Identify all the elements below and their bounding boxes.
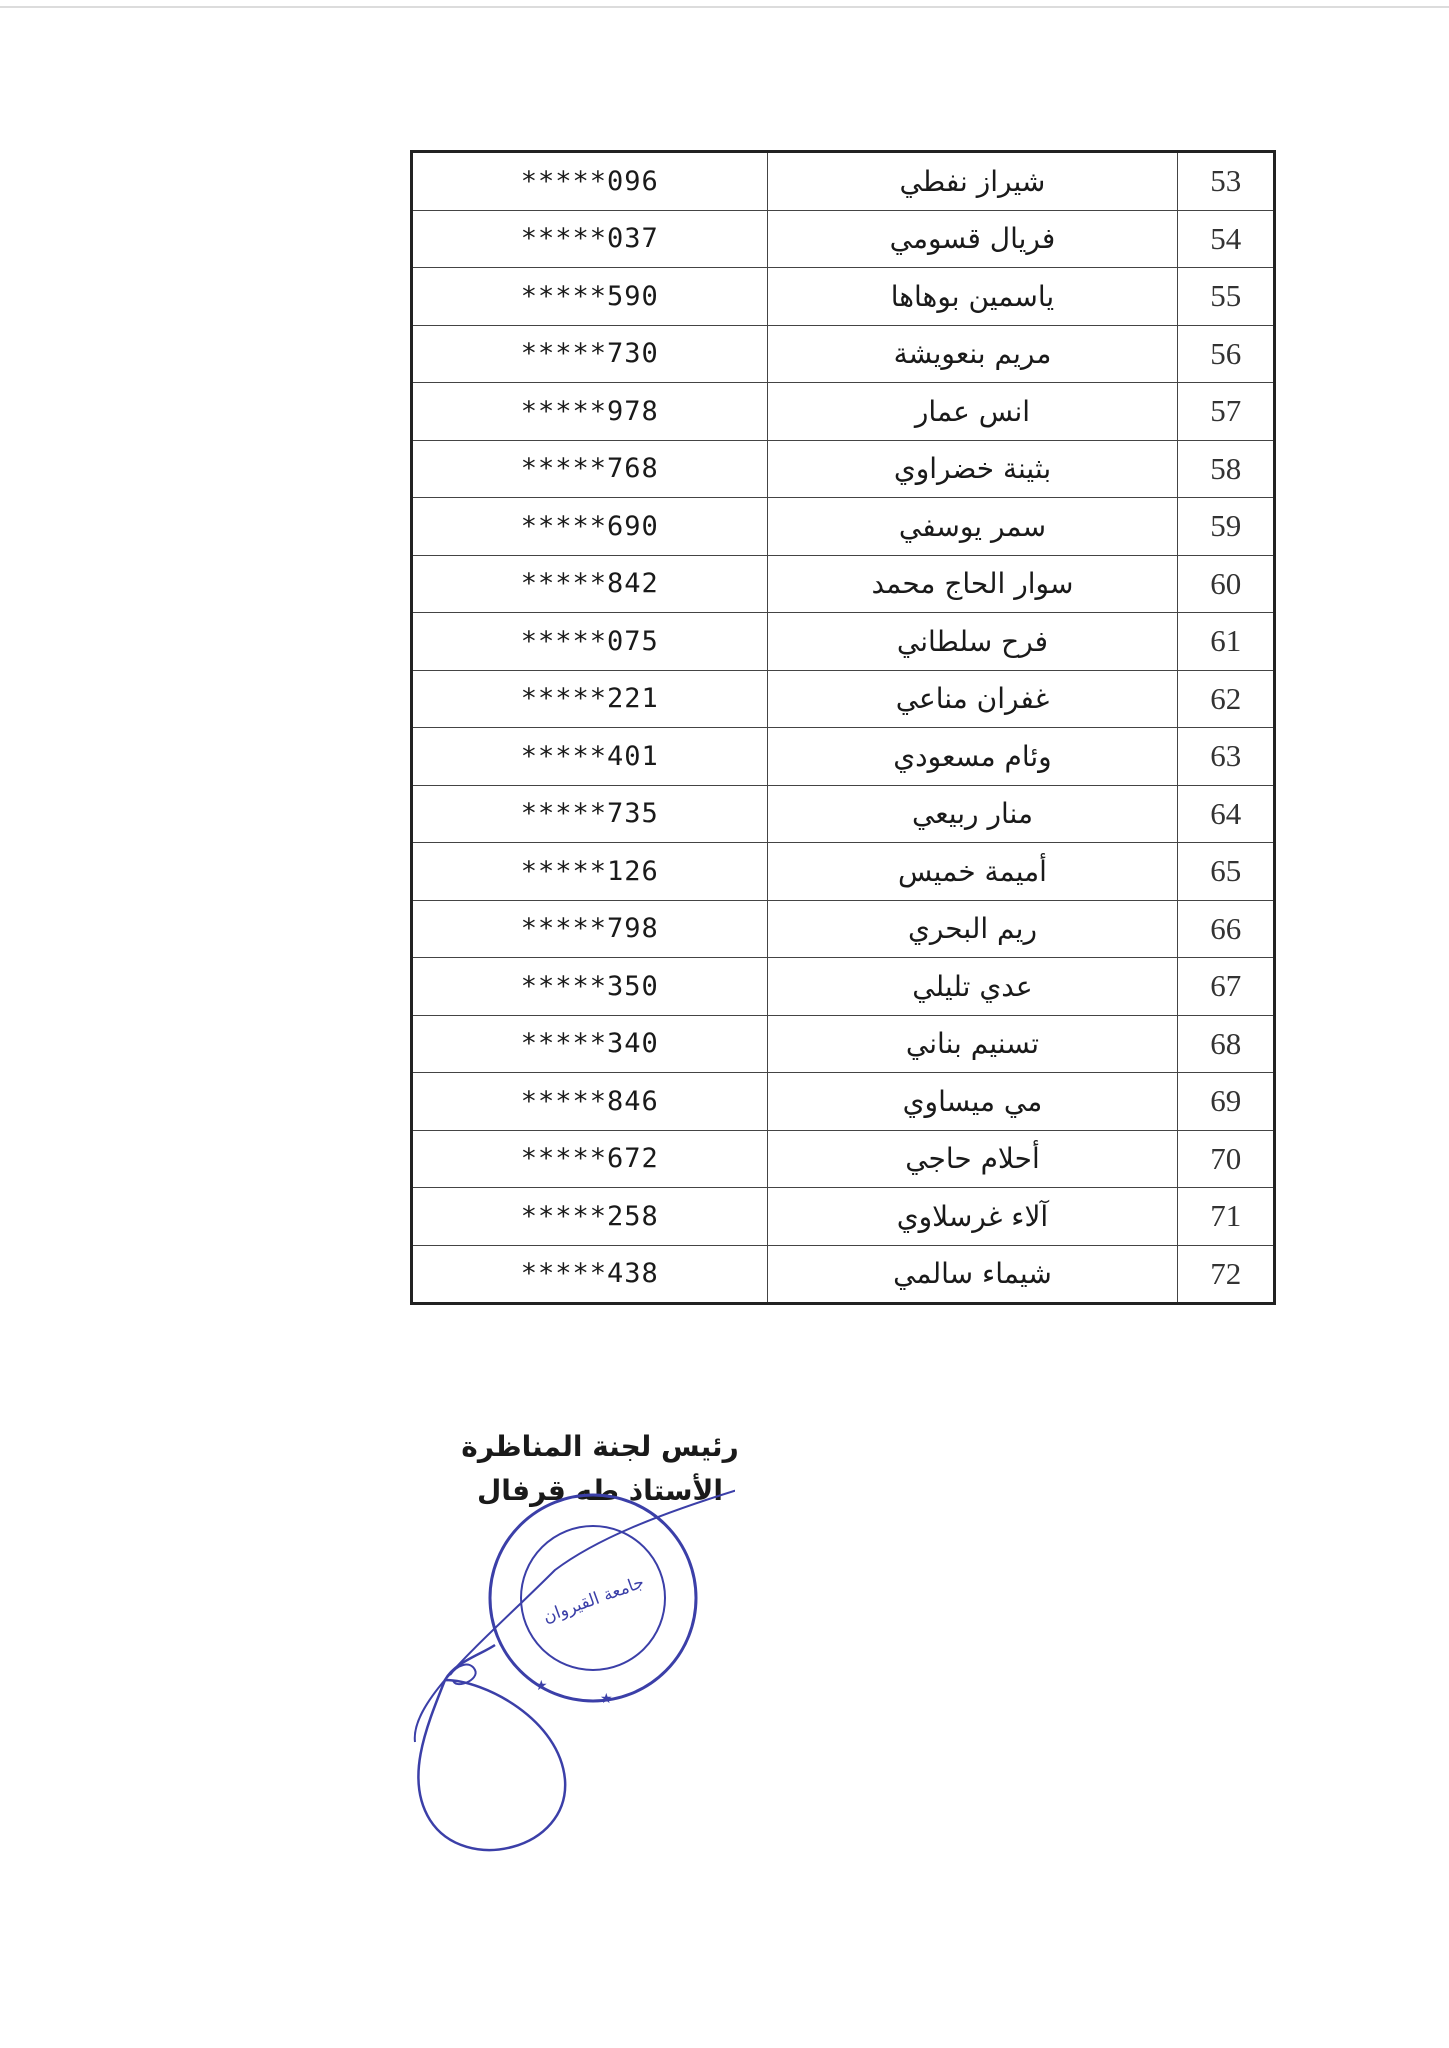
table-row [412, 1015, 1275, 1073]
number-cell: 70 [1178, 1130, 1275, 1188]
code-cell: *****798 [412, 900, 768, 958]
number-cell: 57 [1178, 383, 1275, 441]
number-cell: 72 [1178, 1245, 1275, 1304]
number-cell: 56 [1178, 325, 1275, 383]
number-cell: 53 [1178, 152, 1275, 211]
page-top-rule [0, 6, 1449, 8]
code-cell: *****590 [412, 268, 768, 326]
code-cell: *****258 [412, 1188, 768, 1246]
name-cell: تسنيم بناني [767, 1015, 1178, 1073]
name-cell: مي ميساوي [767, 1073, 1178, 1131]
name-cell: شيماء سالمي [767, 1245, 1178, 1304]
signature-loop [418, 1645, 565, 1850]
table-row [412, 1130, 1275, 1188]
code-cell: *****340 [412, 1015, 768, 1073]
number-cell: 58 [1178, 440, 1275, 498]
name-cell: آلاء غرسلاوي [767, 1188, 1178, 1246]
table-row [412, 728, 1275, 786]
number-cell: 69 [1178, 1073, 1275, 1131]
number-cell: 64 [1178, 785, 1275, 843]
table-row [412, 785, 1275, 843]
name-cell: فرح سلطاني [767, 613, 1178, 671]
code-cell: *****672 [412, 1130, 768, 1188]
table-row [412, 210, 1275, 268]
code-cell: *****096 [412, 152, 768, 211]
seal-star-icon: ★ [600, 1691, 613, 1707]
results-table-body [412, 152, 1275, 1304]
code-cell: *****438 [412, 1245, 768, 1304]
table-row [412, 1073, 1275, 1131]
name-cell: سمر يوسفي [767, 498, 1178, 556]
code-cell: *****768 [412, 440, 768, 498]
number-cell: 65 [1178, 843, 1275, 901]
name-cell: ريم البحري [767, 900, 1178, 958]
seal-star-icon: ★ [535, 1678, 548, 1694]
name-cell: مريم بنعويشة [767, 325, 1178, 383]
table-row [412, 152, 1275, 211]
number-cell: 68 [1178, 1015, 1275, 1073]
code-cell: *****735 [412, 785, 768, 843]
number-cell: 55 [1178, 268, 1275, 326]
code-cell: *****075 [412, 613, 768, 671]
table-row [412, 613, 1275, 671]
table-row [412, 268, 1275, 326]
name-cell: ياسمين بوهاها [767, 268, 1178, 326]
table-row [412, 843, 1275, 901]
table-row [412, 900, 1275, 958]
code-cell: *****037 [412, 210, 768, 268]
name-cell: غفران مناعي [767, 670, 1178, 728]
number-cell: 61 [1178, 613, 1275, 671]
table-row [412, 555, 1275, 613]
code-cell: *****221 [412, 670, 768, 728]
results-table [410, 150, 1276, 1305]
name-cell: أميمة خميس [767, 843, 1178, 901]
code-cell: *****842 [412, 555, 768, 613]
table-row [412, 383, 1275, 441]
table-row [412, 440, 1275, 498]
committee-title: رئيس لجنة المناظرة [461, 1430, 739, 1463]
name-cell: عدي تليلي [767, 958, 1178, 1016]
name-cell: شيراز نفطي [767, 152, 1178, 211]
number-cell: 71 [1178, 1188, 1275, 1246]
name-cell: فريال قسومي [767, 210, 1178, 268]
code-cell: *****730 [412, 325, 768, 383]
name-cell: انس عمار [767, 383, 1178, 441]
code-cell: *****690 [412, 498, 768, 556]
name-cell: أحلام حاجي [767, 1130, 1178, 1188]
number-cell: 66 [1178, 900, 1275, 958]
code-cell: *****978 [412, 383, 768, 441]
code-cell: *****126 [412, 843, 768, 901]
signatory-name: الأستاذ طه قرفال [476, 1474, 724, 1507]
table-row [412, 958, 1275, 1016]
code-cell: *****350 [412, 958, 768, 1016]
university-seal-and-signature [395, 1480, 735, 1880]
name-cell: بثينة خضراوي [767, 440, 1178, 498]
number-cell: 62 [1178, 670, 1275, 728]
seal-text: جامعة القيروان [540, 1572, 647, 1628]
name-cell: سوار الحاج محمد [767, 555, 1178, 613]
name-cell: وئام مسعودي [767, 728, 1178, 786]
table-row [412, 670, 1275, 728]
number-cell: 60 [1178, 555, 1275, 613]
code-cell: *****401 [412, 728, 768, 786]
table-row [412, 1188, 1275, 1246]
table-row [412, 1245, 1275, 1304]
table-row [412, 325, 1275, 383]
name-cell: منار ربيعي [767, 785, 1178, 843]
number-cell: 63 [1178, 728, 1275, 786]
code-cell: *****846 [412, 1073, 768, 1131]
number-cell: 54 [1178, 210, 1275, 268]
number-cell: 59 [1178, 498, 1275, 556]
number-cell: 67 [1178, 958, 1275, 1016]
table-row [412, 498, 1275, 556]
